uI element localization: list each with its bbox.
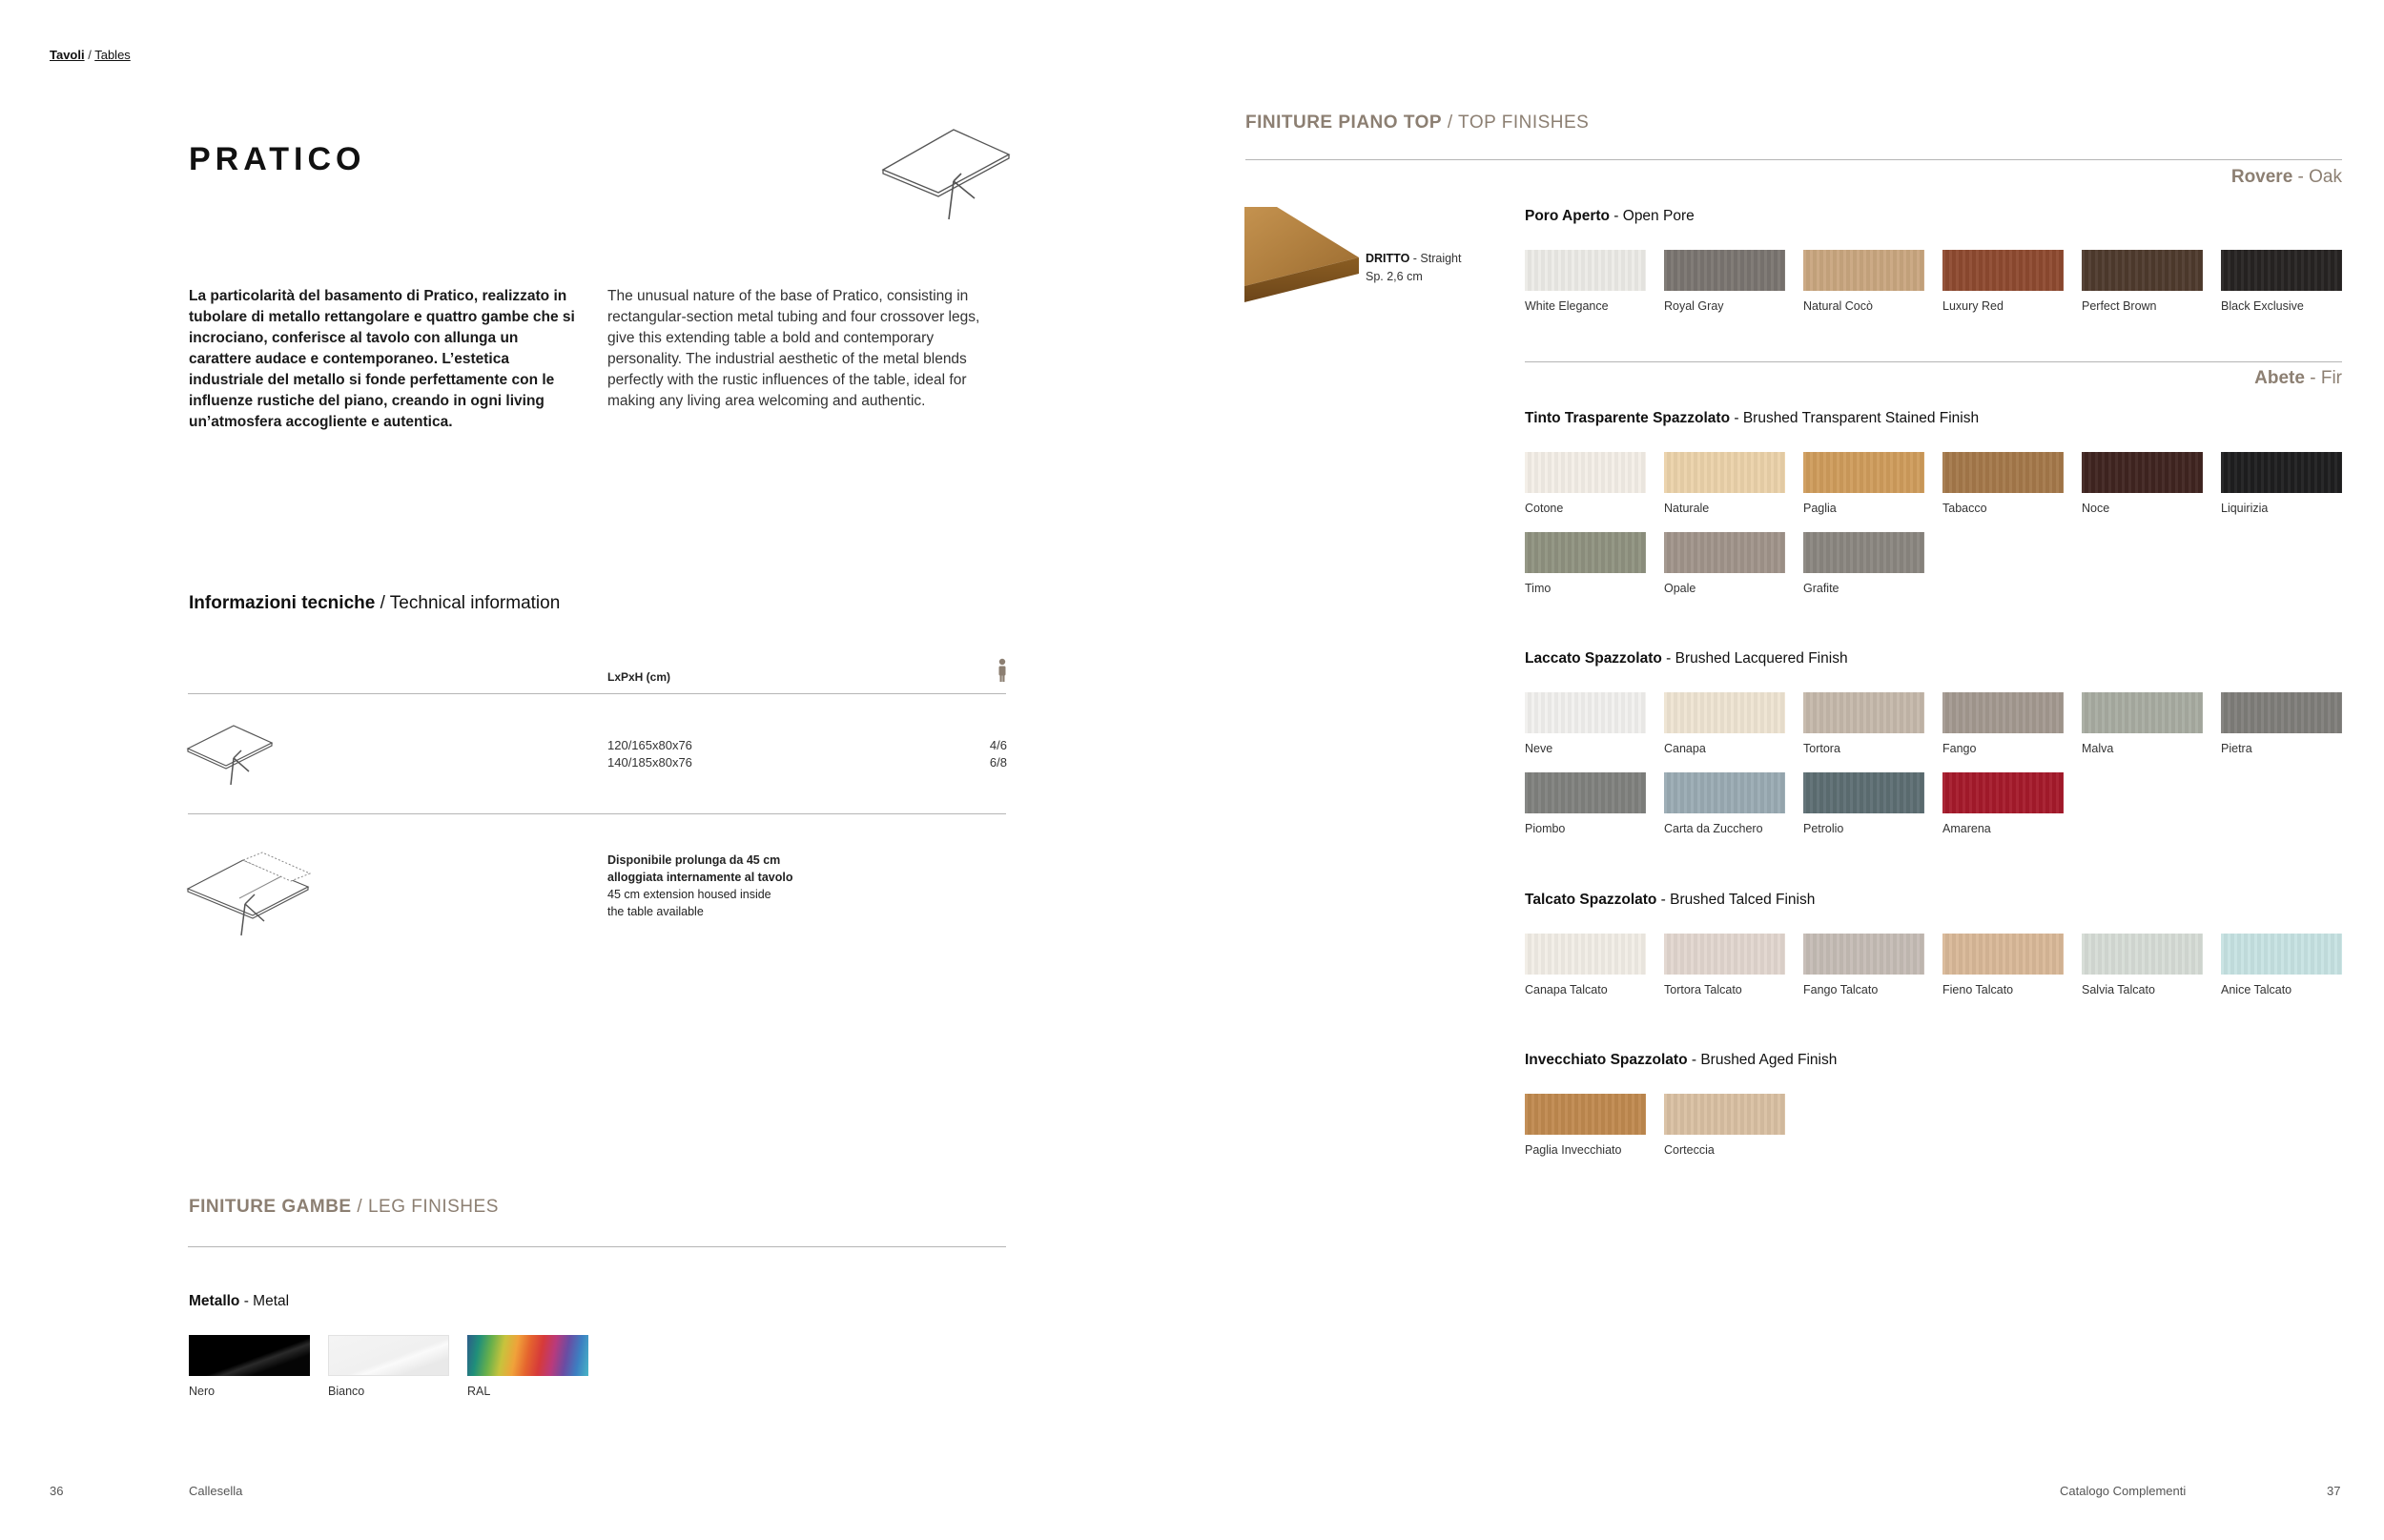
page-number-right: 37 (2327, 1484, 2341, 1498)
swatch-label-amarena: Amarena (1942, 822, 1991, 835)
page-number-left: 36 (50, 1484, 64, 1498)
breadcrumb (50, 48, 131, 62)
swatch-label-luxury-red: Luxury Red (1942, 299, 2004, 313)
swatch-label-tabacco: Tabacco (1942, 502, 1987, 515)
swatch-canapa[interactable] (1664, 692, 1785, 733)
seats-row-2: 6/8 (989, 755, 1007, 770)
swatch-label-canapa: Canapa (1664, 742, 1706, 755)
extension-line-2: alloggiata internamente al tavolo (607, 871, 793, 884)
swatch-royal-gray[interactable] (1664, 250, 1785, 291)
swatch-label-black-exclusive: Black Exclusive (2221, 299, 2304, 313)
fir-group-2-it: Laccato Spazzolato (1525, 650, 1662, 667)
breadcrumb-link-tavoli[interactable]: Tavoli (50, 48, 85, 62)
swatch-carta-da-zucchero[interactable] (1664, 772, 1785, 813)
swatch-label-grafite: Grafite (1803, 582, 1839, 595)
tech-info-title-it: Informazioni tecniche (189, 593, 376, 613)
swatch-label-opale: Opale (1664, 582, 1696, 595)
swatch-label-corteccia: Corteccia (1664, 1143, 1715, 1157)
metal-group-title (189, 1293, 289, 1310)
dimension-row-1: 120/165x80x76 (607, 738, 692, 752)
extension-info (607, 852, 827, 920)
swatch-salvia-talcato[interactable] (2082, 934, 2203, 975)
swatch-tortora-talcato[interactable] (1664, 934, 1785, 975)
swatch-label-paglia: Paglia (1803, 502, 1837, 515)
swatch-label-fango-talcato: Fango Talcato (1803, 983, 1879, 996)
swatch-label-malva: Malva (2082, 742, 2114, 755)
swatch-label-canapa-talcato: Canapa Talcato (1525, 983, 1608, 996)
metal-group-it: Metallo (189, 1293, 240, 1309)
swatch-canapa-talcato[interactable] (1525, 934, 1646, 975)
metal-group-en: - Metal (239, 1293, 290, 1309)
swatch-label-paglia-invecchiato: Paglia Invecchiato (1525, 1143, 1622, 1157)
wood-plank-icon (1244, 205, 1359, 305)
swatch-nero[interactable] (189, 1335, 310, 1376)
swatch-timo[interactable] (1525, 532, 1646, 573)
fir-group-1-it: Tinto Trasparente Spazzolato (1525, 410, 1731, 426)
swatch-black-exclusive[interactable] (2221, 250, 2342, 291)
footer-brand: Callesella (189, 1484, 243, 1498)
swatch-label-fango: Fango (1942, 742, 1977, 755)
swatch-liquirizia[interactable] (2221, 452, 2342, 493)
swatch-label-carta-da-zucchero: Carta da Zucchero (1664, 822, 1763, 835)
fir-divider (1525, 361, 2342, 362)
swatch-opale[interactable] (1664, 532, 1785, 573)
swatch-label-tortora-talcato: Tortora Talcato (1664, 983, 1742, 996)
tech-info-title-en: / Technical information (380, 593, 561, 613)
extension-line-1: Disponibile prolunga da 45 cm (607, 853, 781, 867)
swatch-label-nero: Nero (189, 1385, 216, 1398)
swatch-luxury-red[interactable] (1942, 250, 2064, 291)
swatch-label-pietra: Pietra (2221, 742, 2252, 755)
swatch-label-piombo: Piombo (1525, 822, 1566, 835)
dritto-label: DRITTO (1366, 252, 1410, 265)
swatch-label-neve: Neve (1525, 742, 1553, 755)
swatch-label-timo: Timo (1525, 582, 1552, 595)
fir-group-3-title (1525, 892, 1815, 909)
fir-wood-en: - Fir (2304, 368, 2342, 388)
table-extension-icon (186, 849, 315, 939)
fir-group-2-title (1525, 650, 1848, 667)
swatch-label-liquirizia: Liquirizia (2221, 502, 2269, 515)
swatch-label-ral: RAL (467, 1385, 491, 1398)
swatch-corteccia[interactable] (1664, 1094, 1785, 1135)
extension-line-3: 45 cm extension housed inside (607, 888, 771, 901)
top-finishes-title-en: / TOP FINISHES (1447, 113, 1590, 133)
footer-catalog: Catalogo Complementi (2060, 1484, 2187, 1498)
oak-group-it: Poro Aperto (1525, 208, 1610, 224)
swatch-fango-talcato[interactable] (1803, 934, 1924, 975)
swatch-label-royal-gray: Royal Gray (1664, 299, 1724, 313)
fir-group-1-title (1525, 410, 1979, 427)
oak-wood-it: Rovere (2230, 167, 2293, 187)
oak-group-title (1525, 208, 1695, 225)
leg-finishes-title-it: FINITURE GAMBE (189, 1197, 352, 1217)
person-seats-icon (997, 658, 1008, 683)
swatch-ral[interactable] (467, 1335, 588, 1376)
oak-wood-title (1865, 167, 2342, 188)
dritto-info (1366, 250, 1461, 286)
swatch-pietra[interactable] (2221, 692, 2342, 733)
description-it: La particolarità del basamento di Pratico, realizzato in tubolare di metallo rettangolare e quattro gambe che si incrociano, conferisce al tavolo con allunga un carattere audace e contemporaneo. L’estetica industriale del metallo si fonde perfettamente con le influenze rustiche del piano, creando in ogni living un’atmosfera accogliente e autentica. (189, 288, 575, 430)
swatch-label-salvia-talcato: Salvia Talcato (2082, 983, 2155, 996)
table-icon (186, 720, 277, 787)
oak-group-en: - Open Pore (1609, 208, 1695, 224)
fir-group-3-en: - Brushed Talced Finish (1656, 892, 1816, 908)
fir-group-3-it: Talcato Spazzolato (1525, 892, 1657, 908)
swatch-naturale[interactable] (1664, 452, 1785, 493)
swatch-tortora[interactable] (1803, 692, 1924, 733)
swatch-amarena[interactable] (1942, 772, 2064, 813)
dimensions-header: LxPxH (cm) (607, 670, 671, 684)
swatch-cotone[interactable] (1525, 452, 1646, 493)
swatch-label-natural-coc: Natural Cocò (1803, 299, 1873, 313)
top-finishes-title (1245, 113, 1589, 133)
product-title: PRATICO (189, 141, 366, 177)
fir-group-1-en: - Brushed Transparent Stained Finish (1730, 410, 1980, 426)
fir-group-4-title (1525, 1052, 1837, 1069)
swatch-grafite[interactable] (1803, 532, 1924, 573)
swatch-piombo[interactable] (1525, 772, 1646, 813)
swatch-label-noce: Noce (2082, 502, 2110, 515)
swatch-natural-coc[interactable] (1803, 250, 1924, 291)
leg-finishes-title-en: / LEG FINISHES (357, 1197, 499, 1217)
dimension-row-2: 140/185x80x76 (607, 755, 692, 770)
swatch-label-naturale: Naturale (1664, 502, 1710, 515)
swatch-paglia[interactable] (1803, 452, 1924, 493)
swatch-label-bianco: Bianco (328, 1385, 365, 1398)
seats-row-1: 4/6 (989, 738, 1007, 752)
swatch-malva[interactable] (2082, 692, 2203, 733)
table-extended-icon (877, 124, 1011, 224)
top-finishes-divider (1245, 159, 2342, 160)
swatch-perfect-brown[interactable] (2082, 250, 2203, 291)
swatch-fieno-talcato[interactable] (1942, 934, 2064, 975)
breadcrumb-link-tables[interactable]: Tables (94, 48, 131, 62)
tech-info-title (189, 593, 560, 614)
swatch-fango[interactable] (1942, 692, 2064, 733)
swatch-label-fieno-talcato: Fieno Talcato (1942, 983, 2014, 996)
dritto-thickness: Sp. 2,6 cm (1366, 270, 1423, 283)
swatch-label-perfect-brown: Perfect Brown (2082, 299, 2157, 313)
dritto-en: - Straight (1409, 252, 1462, 265)
oak-wood-en: - Oak (2292, 167, 2342, 187)
tech-divider-middle (188, 813, 1006, 814)
swatch-white-elegance[interactable] (1525, 250, 1646, 291)
breadcrumb-separator: / (84, 48, 95, 62)
swatch-label-tortora: Tortora (1803, 742, 1840, 755)
extension-line-4: the table available (607, 905, 704, 918)
swatch-label-cotone: Cotone (1525, 502, 1564, 515)
leg-finishes-title (189, 1197, 499, 1218)
swatch-paglia-invecchiato[interactable] (1525, 1094, 1646, 1135)
swatch-anice-talcato[interactable] (2221, 934, 2342, 975)
swatch-neve[interactable] (1525, 692, 1646, 733)
fir-wood-it: Abete (2254, 368, 2305, 388)
top-finishes-title-it: FINITURE PIANO TOP (1245, 113, 1443, 133)
swatch-label-white-elegance: White Elegance (1525, 299, 1609, 313)
description-en: The unusual nature of the base of Pratico, consisting in rectangular-section metal tubing and four crossover legs, give this extending table a bold and contemporary personality. The industrial aesthetic of the metal blends perfectly with the rustic influences of the table, ideal for making any living area welcoming and authentic. (607, 288, 980, 409)
leg-finishes-divider (188, 1246, 1006, 1247)
fir-group-2-en: - Brushed Lacquered Finish (1661, 650, 1848, 667)
swatch-label-petrolio: Petrolio (1803, 822, 1844, 835)
tech-divider-top (188, 693, 1006, 694)
swatch-tabacco[interactable] (1942, 452, 2064, 493)
swatch-label-anice-talcato: Anice Talcato (2221, 983, 2292, 996)
swatch-bianco[interactable] (328, 1335, 449, 1376)
fir-group-4-it: Invecchiato Spazzolato (1525, 1052, 1688, 1068)
swatch-noce[interactable] (2082, 452, 2203, 493)
fir-group-4-en: - Brushed Aged Finish (1687, 1052, 1838, 1068)
fir-wood-title (1865, 368, 2342, 389)
swatch-petrolio[interactable] (1803, 772, 1924, 813)
